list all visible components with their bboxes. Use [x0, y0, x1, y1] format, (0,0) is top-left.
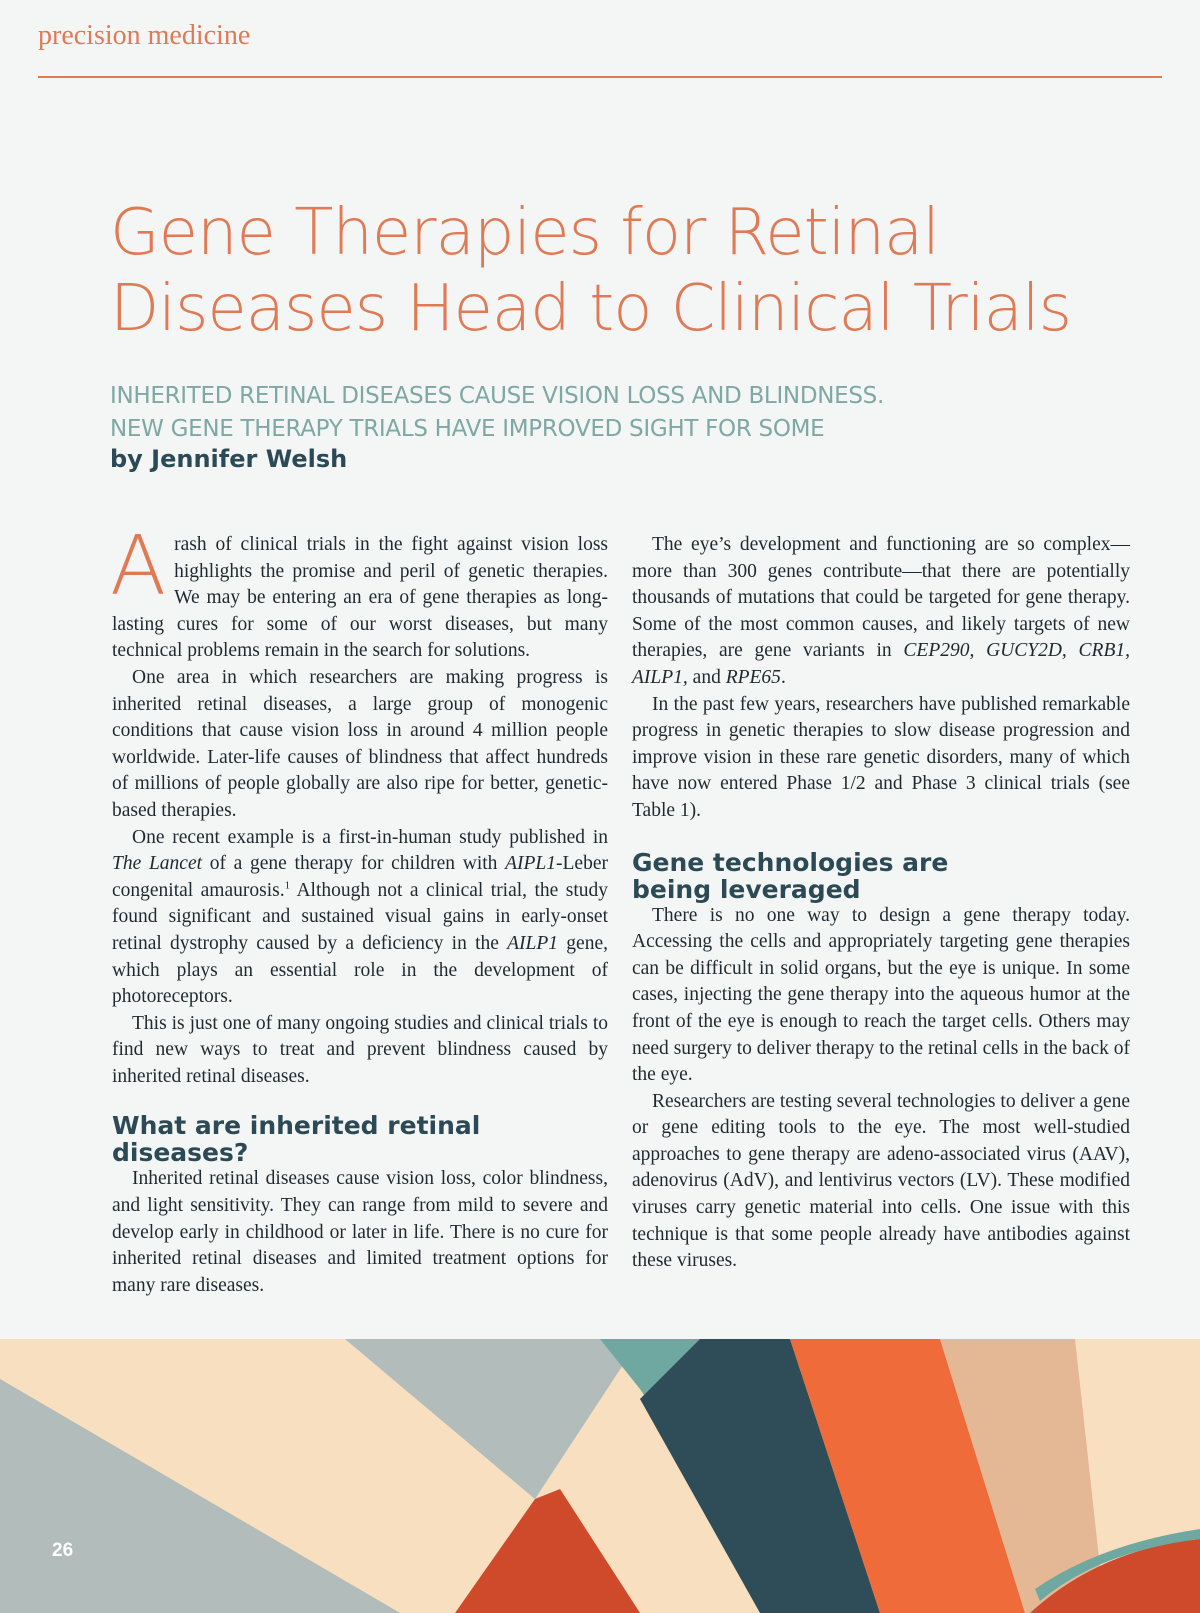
paragraph: This is just one of many ongoing studies and clinical trials to find new ways to treat and prevent blindness caused by inherited retinal diseases. [112, 1012, 608, 1087]
section-label: precision medicine [38, 20, 251, 51]
paragraph: Inherited retinal diseases cause vision loss, color blindness, and light sensitivity. They can range from mild to severe and develop early in childhood or later in life. There is no cure for inherited retinal diseases and limited treatment options for many rare diseases. [112, 1168, 608, 1296]
page-number: 26 [52, 1540, 74, 1561]
byline: by Jennifer Welsh [110, 445, 348, 473]
decorative-footer-art [0, 1339, 1200, 1613]
reference-mark: 1 [284, 879, 291, 892]
section-heading [632, 849, 1130, 903]
article-title: Gene Therapies for Retinal Diseases Head to Clinical Trials [110, 196, 1071, 346]
article-subtitle [110, 380, 1090, 446]
paragraph: There is no one way to design a gene therapy today. Accessing the cells and appropriately targeting gene therapies can be difficult in solid organs, but the eye is unique. In some cases, injecting the gene therapy into the aqueous humor at the front of the eye is enough to reach the target cells. Others may need surgery to deliver therapy to the retinal cells in the back of the eye. [632, 904, 1130, 1086]
drop-cap: A [110, 519, 167, 614]
subtitle-line-1: INHERITED RETINAL DISEASES CAUSE VISION LOSS AND BLINDNESS. [110, 383, 884, 409]
paragraph: A rash of clinical trials in the fight against vision loss highlights the promise and peril of genetic therapies. We may be entering an era of gene therapies as long-lasting cures for some of our worst diseases, but many technical problems remain in the search for solutions. [110, 519, 608, 662]
subtitle-line-2: NEW GENE THERAPY TRIALS HAVE IMPROVED SIGHT FOR SOME [110, 416, 825, 442]
right-column [632, 532, 1130, 1275]
paragraph: In the past few years, researchers have published remarkable progress in genetic therapies to slow disease progression and improve vision in these rare genetic disorders, many of which have now entered Phase 1/2 and Phase 3 clinical trials (see Table 1). [632, 693, 1130, 821]
paragraph: One area in which researchers are making progress is inherited retinal diseases, a large group of monogenic conditions that cause vision loss in around 4 million people worldwide. Later-life causes of blindness that affect hundreds of millions of people globally are also ripe for better, genetic-based therapies. [112, 666, 608, 821]
paragraph: The eye’s development and functioning are so complex—more than 300 genes contribute—that there are potentially thousands of mutations that could be targeted for gene therapy. Some of the most common causes, and likely targets of new therapies, are gene variants in CEP290, GUCY2D, CRB1, AILP1, and RPE65. [632, 534, 1130, 688]
heading-line-2: being leveraged [632, 874, 861, 904]
paragraph: Researchers are testing several technologies to deliver a gene or gene editing tools to the eye. The most well-studied approaches to gene therapy are adeno-associated virus (AAV), adenovirus (AdV), and lentivirus vectors (LV). These modified viruses carry genetic material into cells. One issue with this technique is that some people already have antibodies against these viruses. [632, 1090, 1130, 1272]
paragraph: One recent example is a first-in-human study published in The Lancet of a gene therapy for children with AIPL1-Leber congenital amaurosis.$^1$ Although not a clinical trial, the study found significant and sustained visual gains in early-onset retinal dystrophy caused by a deficiency in the AILP1 gene, which plays an essential role in the development of photoreceptors. [112, 826, 608, 1008]
section-heading: What are inherited retinal diseases? [112, 1111, 481, 1168]
left-column [110, 519, 608, 1299]
heading-line-1: Gene technologies are [632, 847, 949, 877]
